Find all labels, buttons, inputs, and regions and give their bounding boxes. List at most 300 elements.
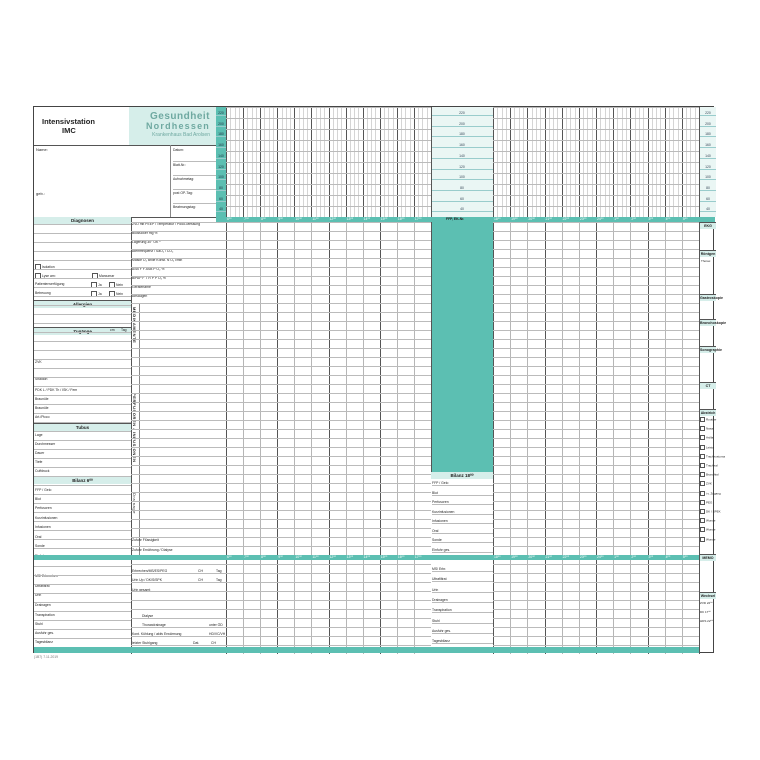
grid-line: [493, 438, 699, 439]
memo-header: MEMO: [700, 554, 716, 561]
abstrich-item: [700, 527, 716, 532]
abstrich-item: [700, 472, 719, 477]
grid-line: [226, 339, 431, 340]
row-line: [131, 348, 226, 349]
teal-middle-column: [431, 222, 493, 472]
abstrich-checkbox[interactable]: [700, 435, 705, 440]
scale-tick: 120: [216, 165, 226, 170]
drainage-vertical: Drainage: [132, 493, 137, 515]
abstrich-item: [700, 435, 716, 440]
stuhl-label: Stuhl: [35, 622, 43, 626]
bilanz18-item: FFP / Gelo: [432, 481, 493, 486]
diagnosen-header: Diagnosen: [34, 217, 131, 224]
row-line: [34, 503, 131, 504]
cm-label: cm: [110, 328, 115, 332]
row-line: [131, 438, 226, 439]
hour-label: 17⁰⁰: [414, 217, 422, 221]
row-line: [34, 521, 131, 522]
wechsel-header: Wechsel: [700, 594, 716, 598]
bilanz18-item: Blut: [432, 491, 493, 496]
grid-line: [493, 107, 699, 108]
grid-line: [226, 600, 431, 601]
row-line: [131, 393, 226, 394]
hour-label: 3⁰⁰: [648, 555, 654, 559]
grid-line: [226, 258, 431, 259]
lagerung-label: Lagerung 30° OK ⁰: [132, 240, 161, 244]
grid-line: [493, 393, 699, 394]
abstrich-checkbox[interactable]: [700, 537, 705, 542]
grid-line: [493, 140, 699, 141]
grid-line: [226, 151, 431, 152]
row-line: [131, 591, 226, 592]
bilanz18-item: Infusionen: [432, 519, 493, 524]
hour-label: 12⁰⁰: [329, 555, 336, 559]
row-line: [34, 287, 131, 288]
wechsel-item: DK 17⁰⁰: [700, 610, 711, 614]
ch1-label: CH: [198, 569, 203, 573]
row-line: [34, 476, 131, 477]
oral-label: Oral: [35, 535, 42, 539]
row-line: [34, 584, 131, 585]
hour-label: 2⁰⁰: [631, 555, 636, 559]
hour-label: 1⁰⁰: [614, 555, 619, 559]
abstrich-label: Axilla: [706, 435, 714, 440]
title-line1: Intensivstation: [42, 117, 95, 126]
mid-labels: [131, 222, 226, 654]
grid-line: [226, 118, 431, 119]
grid-line: [493, 582, 699, 583]
logo-line1: Gesundheit: [149, 111, 210, 122]
row-line: [34, 449, 131, 450]
grid-line: [226, 519, 431, 520]
grid-line: [493, 118, 699, 119]
geb-label: geb.:: [36, 191, 45, 196]
scale-tick: 60: [431, 197, 493, 202]
grid-line: [493, 600, 699, 601]
hour-label: 5⁰⁰: [682, 217, 688, 221]
row-line: [131, 402, 226, 403]
grid-line: [493, 330, 699, 331]
kurzinf-label: Kurzinfusionen: [35, 516, 58, 520]
abstrich-checkbox[interactable]: [700, 500, 705, 505]
tag1-label: Tag: [216, 569, 222, 573]
row-line: [34, 242, 131, 243]
row-line: [131, 303, 226, 304]
scale-column-left: [216, 107, 226, 217]
row-line: [34, 611, 131, 612]
name-label: Name:: [36, 147, 48, 152]
row-line: [131, 501, 226, 502]
grid-line: [493, 420, 699, 421]
scale-tick: 180: [431, 132, 493, 137]
hour-label: 13⁰⁰: [346, 555, 354, 559]
grid-line: [226, 357, 431, 358]
row-line: [131, 330, 226, 331]
hour-label: 10⁰⁰: [295, 217, 302, 221]
hour-label: 17⁰⁰: [414, 555, 422, 559]
row-line: [34, 305, 131, 306]
grid-line: [226, 303, 431, 304]
row-line: [131, 456, 226, 457]
hour-label: 9⁰⁰: [278, 217, 283, 221]
grid-line: [493, 173, 699, 174]
scale-tick: 220: [431, 111, 493, 116]
pv-nein-label: Nein: [116, 282, 123, 287]
hour-label: 19⁰⁰: [511, 217, 518, 221]
row-line: [34, 224, 131, 225]
scale-tick: 100: [216, 175, 226, 180]
abstrich-label: Bronchial: [706, 472, 719, 477]
hour-label: 15⁰⁰: [380, 217, 388, 221]
dauer-label: Dauer: [35, 451, 45, 455]
bt-ja-label: Ja: [98, 291, 102, 296]
grid-line: [226, 393, 431, 394]
wechsel-item: ZVD 22⁰⁰: [700, 601, 713, 605]
urin-label: Urin: [35, 593, 42, 597]
grid-line: [226, 510, 431, 511]
hour-label: 10⁰⁰: [295, 555, 302, 559]
row-line: [131, 627, 226, 628]
abstrich-checkbox[interactable]: [700, 472, 705, 477]
urinup-label: Urin Up / DK/S/SPK: [132, 578, 162, 582]
thorax-label: Thoraxdrainage: [142, 623, 166, 627]
row-line: [131, 420, 226, 421]
infusionen-label: Infusionen: [35, 525, 51, 529]
scale-tick: 160: [216, 143, 226, 148]
grid-line: [226, 206, 431, 207]
gastro-header: Gastroskopie: [700, 296, 723, 300]
cuff-label: Cuffdruck: [35, 469, 50, 473]
scale-tick: 220: [216, 111, 226, 116]
abstrich-checkbox[interactable]: [700, 426, 705, 431]
art-label: Art./Picco: [35, 415, 50, 419]
zufuhr-fl-label: Zufuhr Flüssigkeit: [132, 538, 159, 542]
abstrich-checkbox[interactable]: [700, 445, 705, 450]
ekg-header: EKG: [700, 222, 716, 229]
hour-label: 22⁰⁰: [562, 217, 570, 221]
grid-line: [493, 321, 699, 322]
row-line: [131, 546, 226, 547]
patient-right-fields: [170, 145, 217, 217]
abstrich-checkbox[interactable]: [700, 509, 705, 514]
abstrich-checkbox[interactable]: [700, 417, 705, 422]
midcol-label: FFP, EK-Nr.: [446, 217, 465, 221]
sono-header: Sonographie: [700, 348, 722, 352]
grid-line: [226, 591, 431, 592]
abstrich-item: [700, 481, 716, 486]
grid-line: [226, 267, 431, 268]
grid-line: [493, 276, 699, 277]
row-line: [34, 341, 131, 342]
scale-tick: 200: [431, 122, 493, 127]
row-line: [131, 231, 226, 232]
grid-line: [493, 375, 699, 376]
grid-line: [226, 107, 431, 108]
row-line: [131, 582, 226, 583]
row-line: [131, 384, 226, 385]
row-line: [34, 593, 131, 594]
grid-line: [493, 129, 699, 130]
row-line: [131, 240, 226, 241]
grid-line: [226, 411, 431, 412]
patientenverfuegung-label: Patientenverfügung: [35, 282, 65, 286]
grid-line: [431, 107, 432, 217]
row-line: [131, 375, 226, 376]
scale-tick: 140: [216, 154, 226, 159]
title-line2: IMC: [62, 126, 76, 135]
grid-line: [493, 285, 699, 286]
bilanz18-out-item: MS/ Erbr.: [432, 567, 493, 572]
abstrich-label: PEG: [706, 500, 713, 505]
abstrich-label: i.v. Zugang: [706, 490, 721, 495]
dat-label: Dat.: [193, 641, 200, 645]
hour-label: 7⁰⁰: [244, 555, 249, 559]
scale-tick: 120: [431, 165, 493, 170]
grid-line: [493, 528, 699, 529]
dialyse-label: Dialyse: [142, 614, 154, 618]
abstrich-label: Tracheostoma: [706, 454, 726, 459]
grid-line: [226, 429, 431, 430]
row-line: [131, 366, 226, 367]
blatt-label: Blatt-Nr.:: [173, 161, 217, 167]
grid-line: [493, 627, 699, 628]
hour-label: 21⁰⁰: [545, 555, 552, 559]
hour-label: 8⁰⁰: [261, 217, 266, 221]
row-line: [131, 645, 226, 646]
abstrich-label: Leiste: [706, 444, 715, 449]
row-line: [34, 413, 131, 414]
hour-label: 15⁰⁰: [380, 555, 388, 559]
row-line: [131, 537, 226, 538]
row-line: [131, 492, 226, 493]
grid-line: [493, 645, 699, 646]
hour-label: 16⁰⁰: [397, 555, 405, 559]
kuehl-label: Kont. Kühlung / aktiv Erwärmung: [132, 632, 182, 636]
bipap-label: BiPAP F T R P P O₂ %: [132, 276, 166, 280]
bilanz18-out-item: Ausfuhr ges.: [432, 629, 493, 634]
scale-tick: 100: [431, 175, 493, 180]
row-line: [34, 512, 131, 513]
hour-label: 5⁰⁰: [682, 555, 688, 559]
grid-line: [493, 366, 699, 367]
ms-label: MS/ Erbrechen: [35, 574, 58, 578]
abstrich-item: [700, 463, 716, 468]
vitals-grid-right: [493, 107, 699, 217]
scale-tick: 40: [216, 207, 226, 212]
datum-label: Datum:: [173, 148, 184, 152]
grid-line: [493, 231, 699, 232]
hour-label: 18⁰⁰: [494, 217, 501, 221]
row-line: [131, 564, 226, 565]
abstrich-label: Routine: [706, 417, 717, 422]
row-line: [131, 510, 226, 511]
grid-line: [226, 438, 431, 439]
lyse-label: Lyse am:: [42, 273, 56, 278]
hour-label: 11⁰⁰: [312, 217, 319, 221]
row-line: [34, 458, 131, 459]
tag2-label: Tag: [216, 578, 222, 582]
transpiration-label: Transpiration: [35, 613, 55, 617]
grid-line: [226, 483, 431, 484]
footer-code: (1B7) 7.11.2019: [34, 655, 59, 659]
row-line: [131, 222, 226, 223]
row-line: [131, 258, 226, 259]
abstrich-item: [700, 490, 721, 496]
row-line: [34, 431, 131, 432]
abstrich-header: Abstrich: [700, 411, 716, 415]
row-line: [34, 314, 131, 315]
hdvc-label: HD/VC/VH: [209, 632, 226, 636]
hour-label: 4⁰⁰: [665, 555, 671, 559]
scale-tick: 80: [216, 186, 226, 191]
grid-line: [493, 474, 699, 475]
abstrich-label: ZVK: [706, 481, 712, 486]
abstrich-label: Wunde: [706, 536, 716, 541]
scale-tick: 80: [700, 186, 716, 191]
row-line: [34, 575, 131, 576]
betreuung-row: [35, 291, 131, 295]
grid-line: [226, 627, 431, 628]
hour-label: 21⁰⁰: [545, 217, 552, 221]
data-grid-right: [493, 222, 699, 654]
grid-line: [493, 537, 699, 538]
absaugen-label: Absaugen: [132, 294, 148, 298]
scale-tick: 60: [700, 197, 716, 202]
scale-tick: 120: [700, 165, 716, 170]
grid-line: [226, 195, 431, 196]
ch3-label: CH: [211, 641, 216, 645]
hour-label: 18⁰⁰: [494, 555, 501, 559]
row-line: [34, 260, 131, 261]
grid-line: [226, 564, 431, 565]
row-line: [34, 386, 131, 387]
row-line: [34, 566, 131, 567]
maske-label: Maske O₂ Brille Konst. N O₂ l/min: [132, 258, 183, 262]
grid-line: [493, 618, 699, 619]
grid-line: [226, 528, 431, 529]
grid-line: [493, 510, 699, 511]
grid-line: [493, 546, 699, 547]
scale-column-mid: [431, 107, 493, 217]
grid-line: [226, 129, 431, 130]
scale-tick: 80: [431, 186, 493, 191]
grid-line: [493, 492, 699, 493]
grid-line: [493, 609, 699, 610]
row-line: [34, 323, 131, 324]
hour-label: 7⁰⁰: [244, 217, 249, 221]
row-line: [34, 296, 131, 297]
grid-line: [226, 474, 431, 475]
row-line: [131, 321, 226, 322]
grid-line: [226, 366, 431, 367]
medikamente-vertical: MEDIKAMENTE: [132, 307, 137, 344]
row-line: [131, 483, 226, 484]
hour-label: 19⁰⁰: [511, 555, 518, 559]
grid-line: [226, 618, 431, 619]
bilanz18-out-item: Stuhl: [432, 619, 493, 624]
braunule-label: Braunüle: [35, 397, 49, 401]
hour-label: 20⁰⁰: [528, 555, 535, 559]
abstrich-checkbox[interactable]: [700, 481, 705, 486]
scale-tick: 140: [431, 154, 493, 159]
grid-line: [493, 456, 699, 457]
bilanz6-header: Bilanz 6⁰⁰: [34, 476, 131, 484]
letzter-label: letzter Stuhlgang: [132, 641, 158, 645]
abstrich-checkbox[interactable]: [700, 518, 705, 523]
row-line: [131, 285, 226, 286]
scale-tick: 140: [700, 154, 716, 159]
data-grid-left: [226, 222, 431, 654]
ausfuhr-label: Ausfuhr ges.: [35, 631, 55, 635]
abstrich-checkbox[interactable]: [700, 463, 705, 468]
row-line: [34, 395, 131, 396]
pv-ja-label: Ja: [98, 282, 102, 287]
grid-line: [226, 285, 431, 286]
row-line: [34, 548, 131, 549]
row-line: [34, 422, 131, 423]
row-line: [131, 618, 226, 619]
row-line: [34, 350, 131, 351]
grid-line: [493, 564, 699, 565]
braunule2-label: Braunüle: [35, 406, 49, 410]
grid-line: [226, 375, 431, 376]
hour-label: 8⁰⁰: [261, 555, 266, 559]
hour-label: 13⁰⁰: [346, 217, 354, 221]
abstrich-label: Wunde: [706, 518, 716, 523]
thorax-label: Thorax: [701, 259, 711, 263]
grid-line: [493, 429, 699, 430]
grid-line: [226, 173, 431, 174]
perfusoren-vertical: PERFUSOREN / INFUSIONEN: [132, 393, 137, 463]
unterdruck-label: unter ÖD: [209, 623, 223, 627]
hour-label: 12⁰⁰: [329, 217, 336, 221]
row-line: [34, 638, 131, 639]
grid-line: [493, 357, 699, 358]
grid-line: [493, 411, 699, 412]
abstrich-checkbox[interactable]: [700, 527, 705, 532]
grid-line: [226, 645, 431, 646]
scale-tick: 180: [216, 132, 226, 137]
abstrich-checkbox[interactable]: [700, 491, 705, 496]
scale-column-right: [699, 107, 716, 217]
scale-tick: 200: [216, 122, 226, 127]
bilanz18-out-item: Urin: [432, 588, 493, 593]
row-line: [131, 411, 226, 412]
abstrich-item: [700, 500, 716, 505]
row-line: [131, 249, 226, 250]
grid-line: [493, 222, 699, 223]
hours-right-bottom: [493, 555, 699, 560]
abstrich-label: Nasal: [706, 426, 714, 431]
logo-line2: Nordhessen: [145, 121, 210, 131]
abstrich-checkbox[interactable]: [700, 454, 705, 459]
grid-line: [493, 519, 699, 520]
grid-line: [226, 573, 431, 574]
grid-line: [493, 294, 699, 295]
grid-line: [226, 609, 431, 610]
right-panel: [699, 222, 727, 654]
bilanz18-item: Sonde: [432, 538, 493, 543]
grid-line: [493, 591, 699, 592]
grid-line: [226, 384, 431, 385]
grid-line: [493, 303, 699, 304]
isolation-label: Isolation: [42, 264, 55, 269]
grid-line: [493, 151, 699, 152]
row-line: [34, 368, 131, 369]
pdk-label: PDK L / PDK Th / ISK / Fem: [35, 388, 78, 392]
grid-line: [493, 258, 699, 259]
hour-label: 16⁰⁰: [397, 217, 405, 221]
